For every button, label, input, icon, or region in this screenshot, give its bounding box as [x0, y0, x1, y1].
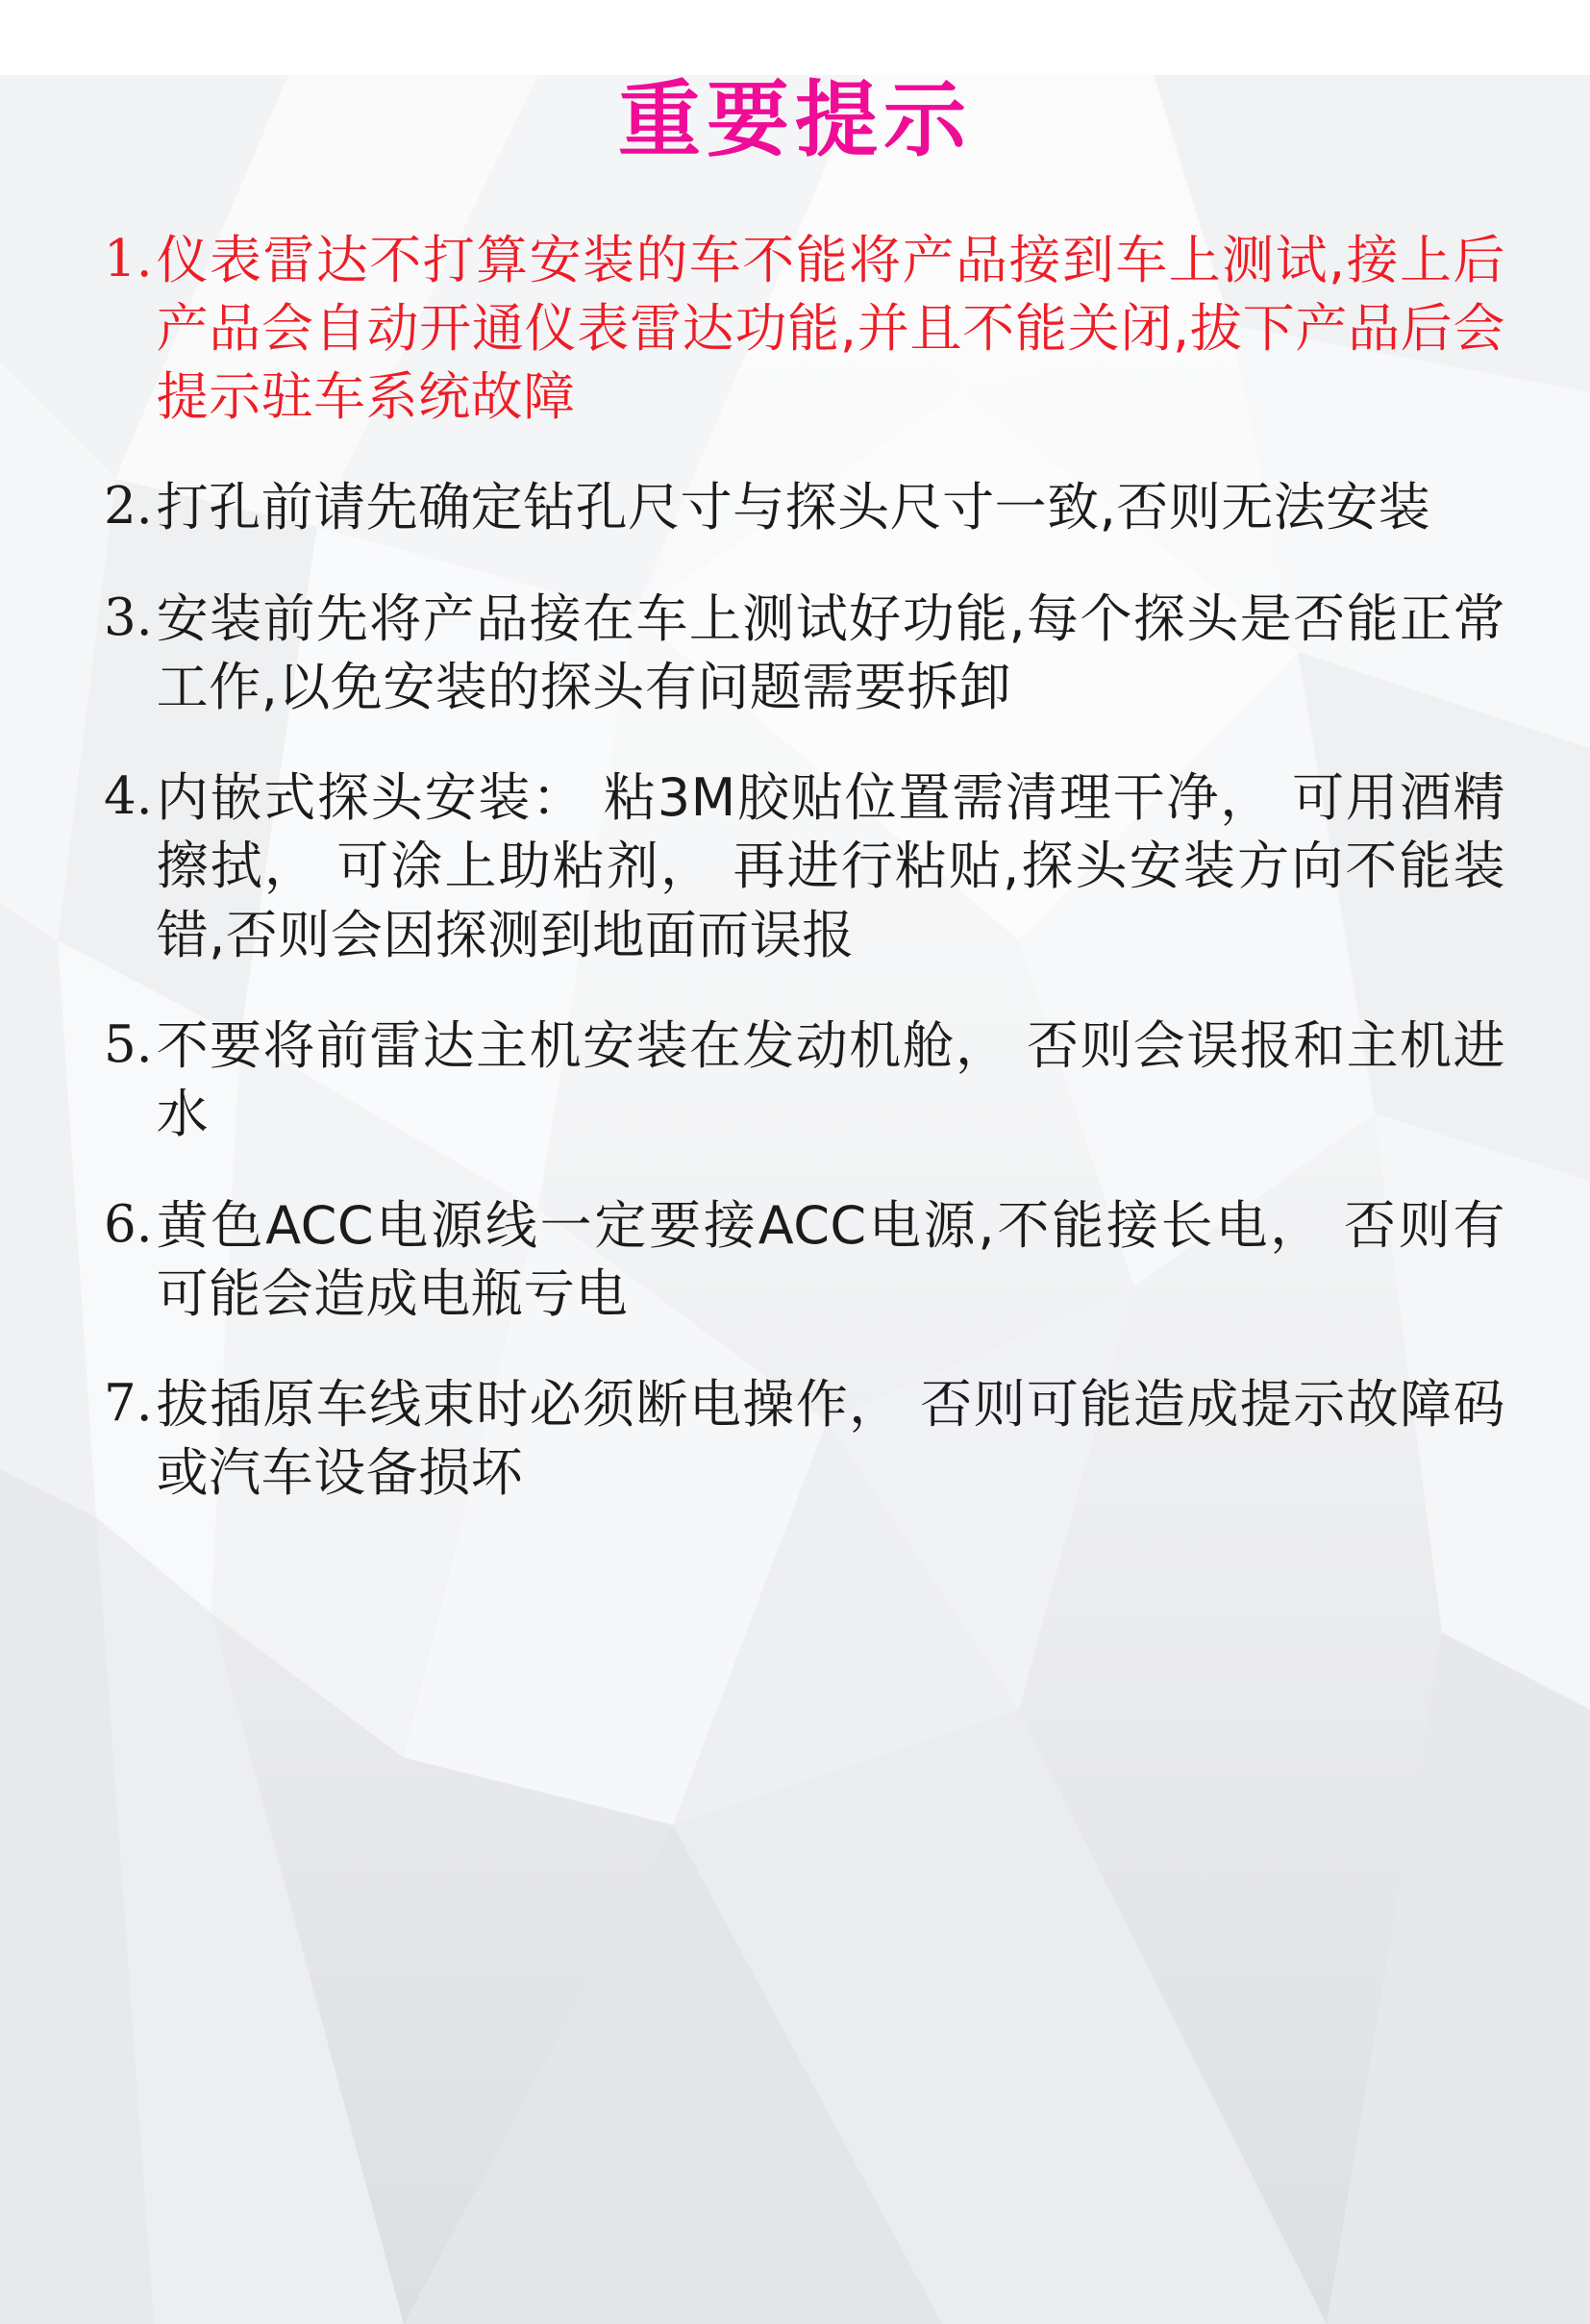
list-item [0, 226, 1590, 432]
list-item [0, 1191, 1590, 1329]
list-item-text: 仪表雷达不打算安装的车不能将产品接到车上测试,接上后产品会自动开通仪表雷达功能,并且不能关闭,拔下产品后会提示驻车系统故障 [156, 229, 1505, 428]
list-item-text: 安装前先将产品接在车上测试好功能,每个探头是否能正常工作,以免安装的探头有问题需要拆卸 [156, 587, 1505, 717]
list-item-text: 拔插原车线束时必须断电操作， 否则可能造成提示故障码或汽车设备损坏 [156, 1374, 1505, 1504]
page-title: 重要提示 [618, 72, 972, 168]
list-item-number: 6. [104, 1194, 153, 1254]
list-item [0, 1012, 1590, 1149]
list-item-number: 2. [104, 477, 153, 537]
list-item-number: 1. [104, 229, 153, 288]
list-item-text: 内嵌式探头安装： 粘3M胶贴位置需清理干净， 可用酒精擦拭， 可涂上助粘剂， 再进行粘贴,探头安装方向不能装错,否则会因探测到地面而误报 [156, 767, 1505, 965]
list-item-text: 黄色ACC电源线一定要接ACC电源,不能接长电， 否则有可能会造成电瓶亏电 [156, 1194, 1505, 1324]
list-item-number: 4. [104, 767, 153, 827]
list-item [0, 585, 1590, 722]
list-item [0, 763, 1590, 969]
list-item-number: 3. [104, 587, 153, 647]
notes-list [0, 226, 1590, 1508]
list-item-text: 不要将前雷达主机安装在发动机舱， 否则会误报和主机进水 [156, 1014, 1505, 1145]
list-item-number: 5. [104, 1014, 153, 1074]
document-content [0, 72, 1590, 1508]
list-item [0, 1370, 1590, 1508]
list-item-number: 7. [104, 1374, 153, 1434]
list-item-text: 打孔前请先确定钻孔尺寸与探头尺寸一致,否则无法安装 [156, 477, 1431, 538]
list-item [0, 473, 1590, 541]
